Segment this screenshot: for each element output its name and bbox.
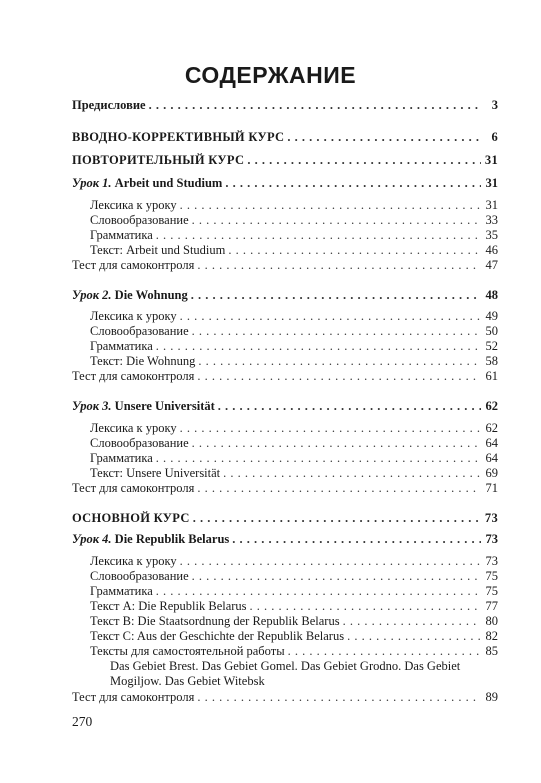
- toc-entry-lesson-3: [72, 398, 498, 414]
- toc-label: ОСНОВНОЙ КУРС: [72, 511, 190, 525]
- toc-entry: [90, 227, 498, 243]
- toc-label: Предисловие: [72, 98, 146, 112]
- toc-page: 64: [485, 436, 498, 450]
- toc-page: 3: [491, 98, 498, 112]
- dot-leader: [287, 129, 481, 145]
- toc-label: Тест для самоконтроля: [72, 481, 195, 495]
- toc-entry-preface: [72, 97, 498, 113]
- dot-leader: [192, 212, 481, 228]
- toc-label: Грамматика: [90, 228, 153, 242]
- dot-leader: [223, 465, 481, 481]
- toc-label: [72, 531, 229, 547]
- dot-leader: [180, 197, 481, 213]
- toc-entry-main-course: [72, 510, 498, 526]
- dot-leader: [250, 598, 481, 614]
- lesson-title: Die Wohnung: [114, 288, 188, 302]
- toc-page: 33: [485, 213, 498, 227]
- toc-entry: [90, 613, 498, 629]
- toc-entry-self-test: [72, 257, 498, 273]
- toc-page: 46: [485, 243, 498, 257]
- dot-leader: [232, 531, 481, 547]
- lesson-title: Arbeit und Studium: [114, 176, 223, 190]
- toc-entry-lesson-1: [72, 175, 498, 191]
- toc-entry-self-test: [72, 689, 498, 705]
- lesson-prefix: Урок 3.: [72, 399, 112, 413]
- lesson-title: Unsere Universität: [114, 399, 215, 413]
- toc-label: Текст: Die Wohnung: [90, 354, 196, 368]
- toc-page: 48: [485, 288, 498, 302]
- toc-label: Грамматика: [90, 451, 153, 465]
- dot-leader: [247, 152, 481, 168]
- lesson-prefix: Урок 1.: [72, 176, 112, 190]
- toc-page: 62: [485, 399, 498, 413]
- toc-page: 82: [485, 629, 498, 643]
- toc-entry-self-test: [72, 368, 498, 384]
- toc-label: Лексика к уроку: [90, 309, 177, 323]
- dot-leader: [192, 568, 481, 584]
- toc-label: Тест для самоконтроля: [72, 690, 195, 704]
- toc-page: 75: [485, 569, 498, 583]
- toc-label: Тексты для самостоятельной работы: [90, 644, 285, 658]
- toc-label: Текст: Unsere Universität: [90, 466, 221, 480]
- dot-leader: [191, 287, 481, 303]
- toc-page: 50: [485, 324, 498, 338]
- toc-label: Словообразование: [90, 213, 189, 227]
- dot-leader: [149, 97, 481, 113]
- dot-leader: [192, 435, 481, 451]
- toc-page: 75: [485, 584, 498, 598]
- toc-label: [72, 398, 215, 414]
- toc-label: Текст A: Die Republik Belarus: [90, 599, 247, 613]
- dot-leader: [156, 450, 481, 466]
- toc-page: 73: [485, 532, 498, 546]
- dot-leader: [180, 308, 481, 324]
- toc-page: 58: [485, 354, 498, 368]
- dot-leader: [156, 338, 481, 354]
- dot-leader: [225, 175, 481, 191]
- toc-entry: [90, 465, 498, 481]
- toc-entry-self-test: [72, 480, 498, 496]
- dot-leader: [197, 368, 481, 384]
- toc-page: 80: [485, 614, 498, 628]
- toc-page: 69: [485, 466, 498, 480]
- toc-page: 31: [485, 198, 498, 212]
- dot-leader: [228, 242, 481, 258]
- toc-entry: [90, 628, 498, 644]
- dot-leader: [288, 643, 481, 659]
- toc-page: 31: [485, 176, 498, 190]
- lesson-prefix: Урок 4.: [72, 532, 112, 546]
- toc-entry: [90, 212, 498, 228]
- toc-page: 64: [485, 451, 498, 465]
- lesson-title: Die Republik Belarus: [114, 532, 230, 546]
- dot-leader: [180, 420, 481, 436]
- dot-leader: [156, 227, 481, 243]
- toc-entry: [90, 197, 498, 213]
- toc-entry: [90, 643, 498, 659]
- toc-label: Словообразование: [90, 569, 189, 583]
- toc-page: 77: [485, 599, 498, 613]
- toc-entry-lesson-2: [72, 287, 498, 303]
- dot-leader: [192, 323, 481, 339]
- dot-leader: [347, 628, 481, 644]
- toc-page: 31: [484, 153, 498, 167]
- toc-label: Лексика к уроку: [90, 421, 177, 435]
- toc-page: 73: [484, 511, 498, 525]
- dot-leader: [197, 689, 481, 705]
- toc-label: Грамматика: [90, 339, 153, 353]
- toc-page: 61: [485, 369, 498, 383]
- toc-page: 49: [485, 309, 498, 323]
- toc-label: ВВОДНО-КОРРЕКТИВНЫЙ КУРС: [72, 130, 285, 144]
- toc-label: Лексика к уроку: [90, 198, 177, 212]
- dot-leader: [197, 257, 481, 273]
- toc-page: 62: [485, 421, 498, 435]
- toc-label: [72, 287, 188, 303]
- toc-label: Текст B: Die Staatsordnung der Republik Belarus: [90, 614, 340, 628]
- toc-entry-intro-course: [72, 129, 498, 145]
- page-number: 270: [72, 714, 93, 729]
- toc-page: 35: [485, 228, 498, 242]
- toc-entry: [90, 338, 498, 354]
- toc-label: Тест для самоконтроля: [72, 258, 195, 272]
- dot-leader: [156, 583, 481, 599]
- toc-label: Словообразование: [90, 436, 189, 450]
- toc-continuation-line: Mogiljow. Das Gebiet Witebsk: [110, 674, 265, 688]
- dot-leader: [218, 398, 481, 414]
- toc-entry: [90, 568, 498, 584]
- toc-entry: [90, 308, 498, 324]
- toc-label: Текст: Arbeit und Studium: [90, 243, 226, 257]
- toc-entry: [90, 598, 498, 614]
- dot-leader: [198, 353, 481, 369]
- dot-leader: [197, 480, 481, 496]
- toc-entry: [90, 435, 498, 451]
- toc-entry-review-course: [72, 152, 498, 168]
- toc-label: Лексика к уроку: [90, 554, 177, 568]
- lesson-prefix: Урок 2.: [72, 288, 112, 302]
- dot-leader: [343, 613, 481, 629]
- toc-label: Тест для самоконтроля: [72, 369, 195, 383]
- toc-page: 71: [485, 481, 498, 495]
- toc-label: Словообразование: [90, 324, 189, 338]
- toc-entry: [90, 353, 498, 369]
- dot-leader: [193, 510, 481, 526]
- toc-continuation-line: Das Gebiet Brest. Das Gebiet Gomel. Das Gebiet Grodno. Das Gebiet: [110, 659, 461, 673]
- toc-page: 89: [485, 690, 498, 704]
- toc-label: [72, 175, 222, 191]
- toc-entry: [90, 450, 498, 466]
- toc-entry-lesson-4: [72, 531, 498, 547]
- toc-page: 85: [485, 644, 498, 658]
- toc-entry: [90, 323, 498, 339]
- toc-page: 73: [485, 554, 498, 568]
- toc-entry: [90, 420, 498, 436]
- toc-label: ПОВТОРИТЕЛЬНЫЙ КУРС: [72, 153, 245, 167]
- toc-entry: [90, 242, 498, 258]
- toc-entry: [90, 583, 498, 599]
- toc-label: Грамматика: [90, 584, 153, 598]
- toc-entry: [90, 553, 498, 569]
- toc-page: 6: [491, 130, 498, 144]
- dot-leader: [180, 553, 481, 569]
- toc-page: 47: [485, 258, 498, 272]
- page-title: СОДЕРЖАНИЕ: [184, 62, 357, 88]
- toc-label: Текст C: Aus der Geschichte der Republik Belarus: [90, 629, 345, 643]
- toc-page: 52: [485, 339, 498, 353]
